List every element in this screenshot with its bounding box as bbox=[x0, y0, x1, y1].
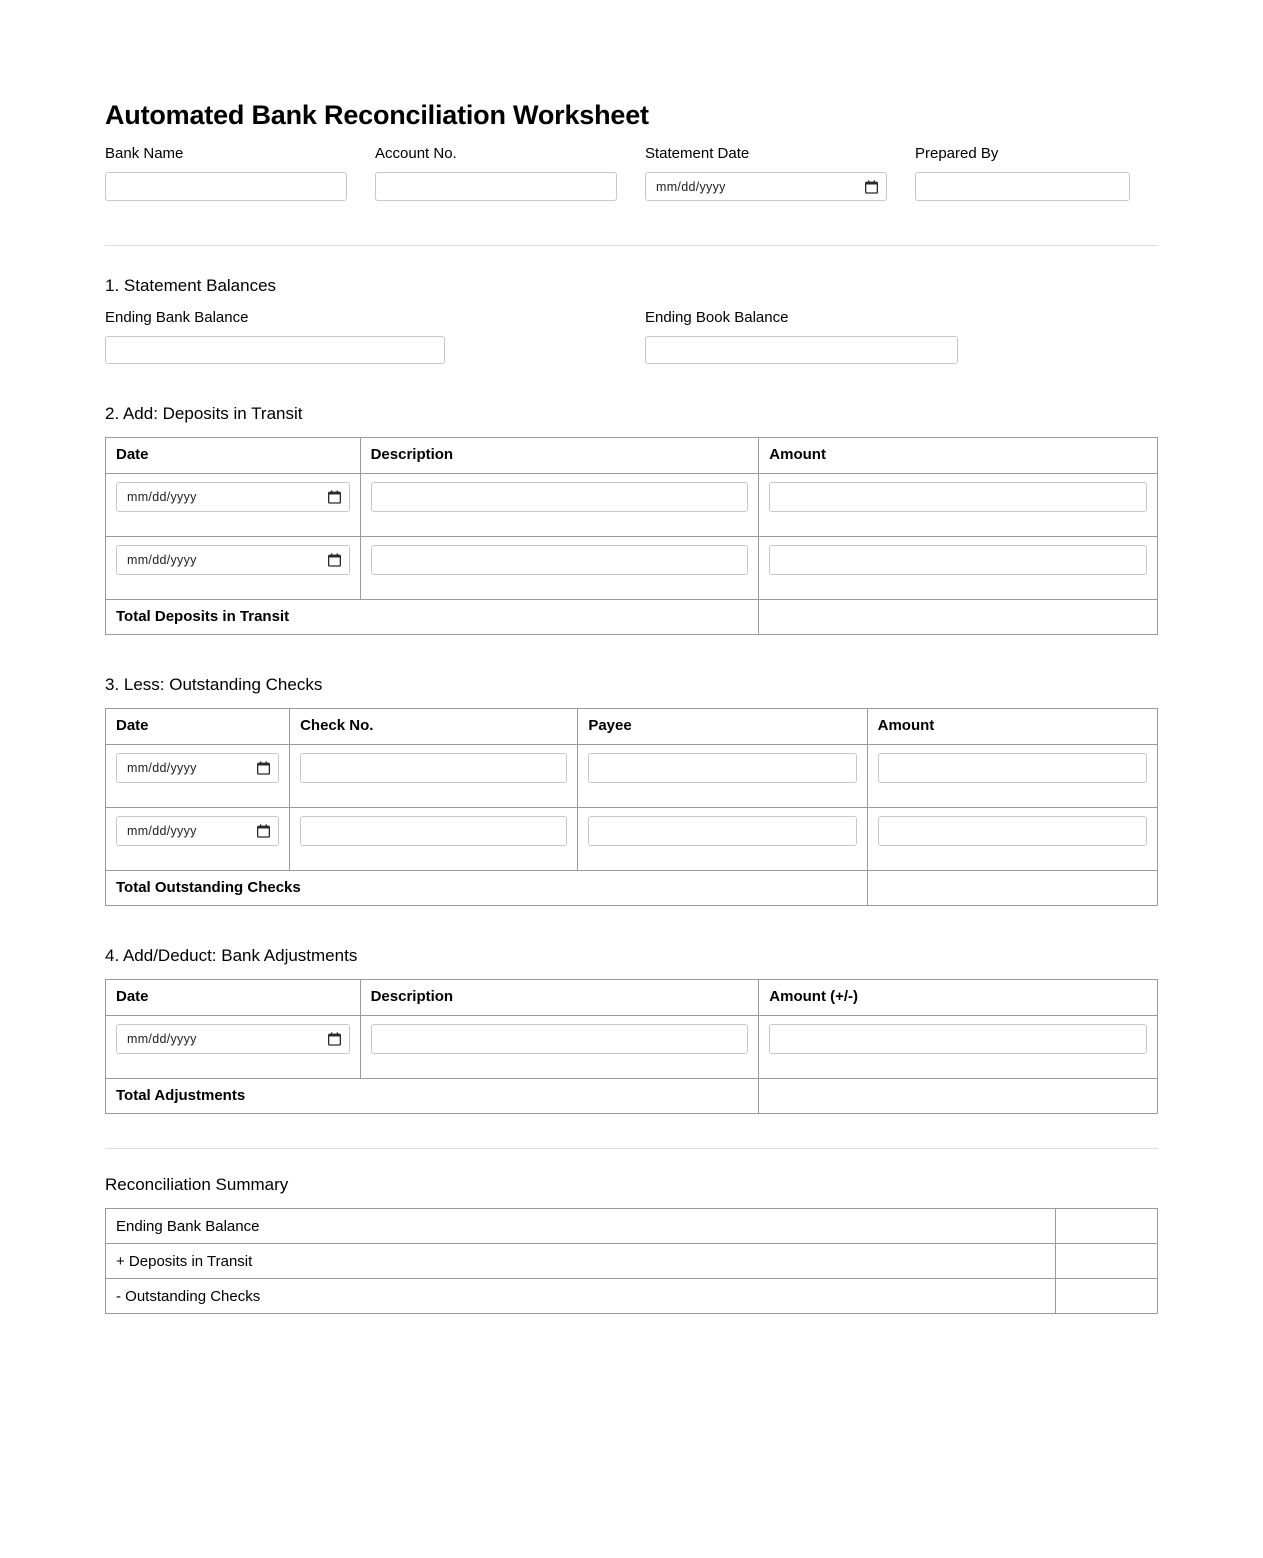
cell-payee bbox=[578, 745, 867, 808]
summary-row bbox=[106, 1279, 1158, 1314]
date-placeholder-text: mm/dd/yyyy bbox=[127, 553, 197, 568]
summary-row bbox=[106, 1244, 1158, 1279]
cell-amount bbox=[759, 1016, 1158, 1079]
bank-name-label: Bank Name bbox=[105, 145, 184, 163]
check-date-input-1[interactable] bbox=[116, 753, 279, 783]
deposits-in-transit-table bbox=[105, 437, 1158, 635]
summary-value-deposits-in-transit bbox=[1055, 1244, 1157, 1279]
table-total-row bbox=[106, 600, 1158, 635]
date-placeholder-text: mm/dd/yyyy bbox=[127, 1032, 197, 1047]
cell-amount bbox=[867, 745, 1157, 808]
cell-date bbox=[106, 537, 361, 600]
ending-bank-balance-input[interactable] bbox=[105, 336, 445, 364]
statement-balances-fields bbox=[105, 309, 1158, 364]
date-placeholder-text: mm/dd/yyyy bbox=[127, 824, 197, 839]
cell-description bbox=[360, 474, 759, 537]
ending-bank-balance-label: Ending Bank Balance bbox=[105, 309, 249, 327]
adjustment-description-input-1[interactable] bbox=[371, 1024, 749, 1054]
column-header-date: Date bbox=[106, 438, 361, 474]
cell-amount bbox=[759, 474, 1158, 537]
column-header-description: Description bbox=[360, 980, 759, 1016]
calendar-icon[interactable] bbox=[257, 761, 270, 775]
calendar-icon[interactable] bbox=[257, 824, 270, 838]
ending-book-balance-label: Ending Book Balance bbox=[645, 309, 789, 327]
date-placeholder-text: mm/dd/yyyy bbox=[656, 179, 726, 194]
section-heading-deposits: 2. Add: Deposits in Transit bbox=[105, 404, 303, 424]
section-heading-summary: Reconciliation Summary bbox=[105, 1175, 289, 1195]
total-adjustments-label: Total Adjustments bbox=[106, 1079, 759, 1114]
total-checks-value bbox=[867, 871, 1157, 906]
field-account-no bbox=[375, 145, 645, 201]
calendar-icon[interactable] bbox=[328, 490, 341, 504]
table-total-row bbox=[106, 1079, 1158, 1114]
check-no-input-1[interactable] bbox=[300, 753, 567, 783]
table-row bbox=[106, 474, 1158, 537]
cell-payee bbox=[578, 808, 867, 871]
summary-label-outstanding-checks: - Outstanding Checks bbox=[106, 1279, 1056, 1314]
prepared-by-label: Prepared By bbox=[915, 145, 999, 163]
check-amount-input-2[interactable] bbox=[878, 816, 1147, 846]
table-total-row bbox=[106, 871, 1158, 906]
header-fields bbox=[105, 145, 1158, 201]
calendar-icon[interactable] bbox=[328, 553, 341, 567]
statement-date-input[interactable] bbox=[645, 172, 887, 201]
section-heading-checks: 3. Less: Outstanding Checks bbox=[105, 675, 323, 695]
cell-date bbox=[106, 1016, 361, 1079]
field-ending-bank-balance bbox=[105, 309, 645, 364]
check-no-input-2[interactable] bbox=[300, 816, 567, 846]
check-date-input-2[interactable] bbox=[116, 816, 279, 846]
bank-adjustments-table bbox=[105, 979, 1158, 1114]
check-payee-input-1[interactable] bbox=[588, 753, 856, 783]
calendar-icon[interactable] bbox=[328, 1032, 341, 1046]
check-amount-input-1[interactable] bbox=[878, 753, 1147, 783]
cell-description bbox=[360, 537, 759, 600]
reconciliation-summary-table bbox=[105, 1208, 1158, 1314]
calendar-icon[interactable] bbox=[865, 180, 878, 194]
worksheet-content bbox=[105, 100, 1158, 1314]
table-row bbox=[106, 808, 1158, 871]
field-ending-book-balance bbox=[645, 309, 1158, 364]
column-header-payee: Payee bbox=[578, 709, 867, 745]
total-deposits-label: Total Deposits in Transit bbox=[106, 600, 759, 635]
column-header-amount: Amount bbox=[759, 438, 1158, 474]
deposit-description-input-2[interactable] bbox=[371, 545, 749, 575]
table-row bbox=[106, 537, 1158, 600]
deposit-description-input-1[interactable] bbox=[371, 482, 749, 512]
cell-description bbox=[360, 1016, 759, 1079]
total-adjustments-value bbox=[759, 1079, 1158, 1114]
account-no-label: Account No. bbox=[375, 145, 457, 163]
field-bank-name bbox=[105, 145, 375, 201]
summary-row bbox=[106, 1209, 1158, 1244]
adjustment-amount-input-1[interactable] bbox=[769, 1024, 1147, 1054]
table-row bbox=[106, 745, 1158, 808]
statement-date-label: Statement Date bbox=[645, 145, 750, 163]
deposit-amount-input-2[interactable] bbox=[769, 545, 1147, 575]
page-title: Automated Bank Reconciliation Worksheet bbox=[105, 100, 649, 130]
outstanding-checks-table bbox=[105, 708, 1158, 906]
column-header-amount: Amount (+/-) bbox=[759, 980, 1158, 1016]
cell-check-no bbox=[290, 808, 578, 871]
check-payee-input-2[interactable] bbox=[588, 816, 856, 846]
bank-name-input[interactable] bbox=[105, 172, 347, 201]
summary-label-ending-bank-balance: Ending Bank Balance bbox=[106, 1209, 1056, 1244]
table-header-row bbox=[106, 980, 1158, 1016]
table-row bbox=[106, 1016, 1158, 1079]
summary-label-deposits-in-transit: + Deposits in Transit bbox=[106, 1244, 1056, 1279]
total-checks-label: Total Outstanding Checks bbox=[106, 871, 868, 906]
cell-amount bbox=[759, 537, 1158, 600]
column-header-date: Date bbox=[106, 709, 290, 745]
ending-book-balance-input[interactable] bbox=[645, 336, 958, 364]
prepared-by-input[interactable] bbox=[915, 172, 1130, 201]
cell-amount bbox=[867, 808, 1157, 871]
summary-value-ending-bank-balance bbox=[1055, 1209, 1157, 1244]
adjustment-date-input-1[interactable] bbox=[116, 1024, 350, 1054]
cell-check-no bbox=[290, 745, 578, 808]
total-deposits-value bbox=[759, 600, 1158, 635]
date-placeholder-text: mm/dd/yyyy bbox=[127, 490, 197, 505]
table-header-row bbox=[106, 709, 1158, 745]
deposit-amount-input-1[interactable] bbox=[769, 482, 1147, 512]
field-prepared-by bbox=[915, 145, 1158, 201]
deposit-date-input-1[interactable] bbox=[116, 482, 350, 512]
cell-date bbox=[106, 745, 290, 808]
cell-date bbox=[106, 474, 361, 537]
summary-value-outstanding-checks bbox=[1055, 1279, 1157, 1314]
column-header-description: Description bbox=[360, 438, 759, 474]
column-header-date: Date bbox=[106, 980, 361, 1016]
column-header-check-no: Check No. bbox=[290, 709, 578, 745]
cell-date bbox=[106, 808, 290, 871]
section-heading-balances: 1. Statement Balances bbox=[105, 276, 277, 296]
section-heading-adjustments: 4. Add/Deduct: Bank Adjustments bbox=[105, 946, 358, 966]
account-no-input[interactable] bbox=[375, 172, 617, 201]
field-statement-date bbox=[645, 145, 915, 201]
deposit-date-input-2[interactable] bbox=[116, 545, 350, 575]
date-placeholder-text: mm/dd/yyyy bbox=[127, 761, 197, 776]
column-header-amount: Amount bbox=[867, 709, 1157, 745]
table-header-row bbox=[106, 438, 1158, 474]
